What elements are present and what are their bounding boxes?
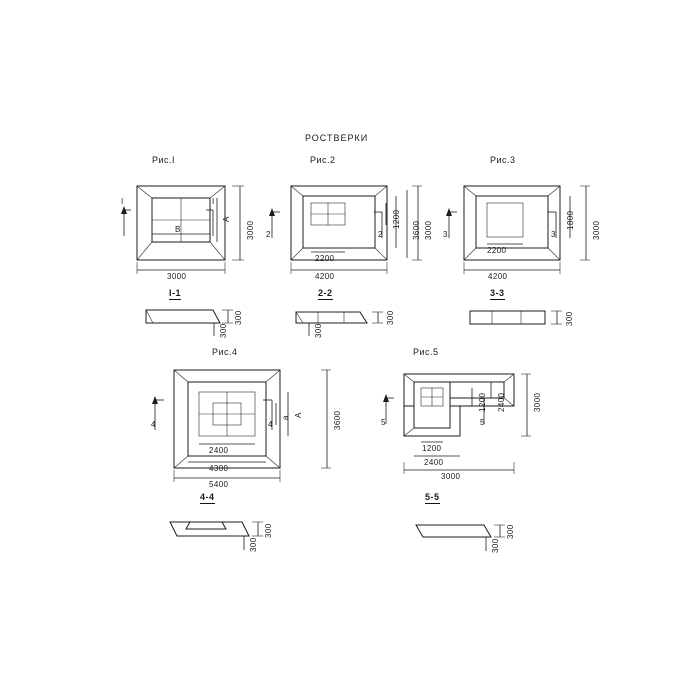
fig5-plan — [383, 374, 531, 474]
fig1-plan — [121, 186, 244, 274]
fig5-dim-sec-2: 300 — [491, 538, 500, 553]
fig2-dim-sec-1: 300 — [386, 310, 395, 325]
fig2-dim-right-outer: 3600 — [412, 220, 421, 240]
fig5-section-label: 5-5 — [425, 492, 440, 502]
fig4-section-label: 4-4 — [200, 492, 215, 502]
fig5-dim-bottom-outer: 3000 — [441, 472, 461, 481]
fig3-section — [470, 311, 562, 324]
fig4-dim-bottom-inner: 2400 — [209, 446, 229, 455]
fig4-mark-right: 4 — [268, 420, 273, 429]
fig2-mark-right: 2 — [378, 230, 383, 239]
fig3-dim-sec-1: 300 — [565, 311, 574, 326]
fig2-dim-right-mid: 3000 — [424, 220, 433, 240]
sheet-title: РОСТВЕРКИ — [305, 133, 369, 143]
fig5-dim-sec-1: 300 — [506, 524, 515, 539]
fig5-dim-right-inner: 1200 — [478, 392, 487, 412]
fig1-caption: Рис.I — [152, 155, 176, 165]
fig2-dim-bottom-outer: 4200 — [315, 272, 335, 281]
fig5-dim-right-mid: 2400 — [497, 392, 506, 412]
fig4-dim-sec-1: 300 — [264, 523, 273, 538]
fig1-dim-bottom: 3000 — [167, 272, 187, 281]
fig4-caption: Рис.4 — [212, 347, 238, 357]
fig4-dim-sec-2: 300 — [249, 537, 258, 552]
fig2-section — [296, 312, 383, 336]
fig3-dim-right-inner: 1800 — [566, 210, 575, 230]
fig3-caption: Рис.3 — [490, 155, 516, 165]
fig3-plan — [446, 186, 590, 274]
fig1-section-label: I-1 — [169, 288, 182, 298]
fig2-caption: Рис.2 — [310, 155, 336, 165]
fig4-dim-bottom-outer: 5400 — [209, 480, 229, 489]
fig3-mark-left: 3 — [443, 230, 448, 239]
fig4-dim-right-inner: A — [294, 412, 303, 418]
fig3-section-label: 3-3 — [490, 288, 505, 298]
fig5-mark-left: 5 — [381, 418, 386, 427]
fig2-dim-bottom-inner: 2200 — [315, 254, 335, 263]
fig5-dim-right-outer: 3000 — [533, 392, 542, 412]
fig4-mark-left: 4 — [151, 420, 156, 429]
fig4-dim-right-inner2: a — [281, 415, 290, 420]
fig1-dim-inner-height: A — [222, 216, 231, 222]
fig2-mark-left: 2 — [266, 230, 271, 239]
fig3-dim-bottom-inner: 2200 — [487, 246, 507, 255]
fig1-mark-left: I — [121, 197, 124, 206]
fig1-dim-sec-2: 300 — [219, 323, 228, 338]
fig1-dim-right: 3000 — [246, 220, 255, 240]
fig1-dim-inner-width: B — [175, 225, 181, 234]
fig3-dim-bottom-outer: 4200 — [488, 272, 508, 281]
fig3-dim-right-outer: 3000 — [592, 220, 601, 240]
fig5-caption: Рис.5 — [413, 347, 439, 357]
fig1-mark-right: I — [212, 197, 215, 206]
fig2-dim-sec-2: 300 — [314, 323, 323, 338]
fig1-dim-sec-1: 300 — [234, 310, 243, 325]
fig5-dim-bottom-mid: 2400 — [424, 458, 444, 467]
fig4-dim-bottom-mid: 4300 — [209, 464, 229, 473]
fig2-dim-right-inner: 1200 — [392, 209, 401, 229]
fig4-dim-right-outer: 3600 — [333, 410, 342, 430]
fig2-section-label: 2-2 — [318, 288, 333, 298]
fig3-mark-right: 3 — [551, 230, 556, 239]
fig5-mark-right: 5 — [480, 418, 485, 427]
fig2-plan — [269, 186, 422, 274]
fig5-dim-bottom-inner: 1200 — [422, 444, 442, 453]
fig4-plan — [152, 370, 331, 482]
